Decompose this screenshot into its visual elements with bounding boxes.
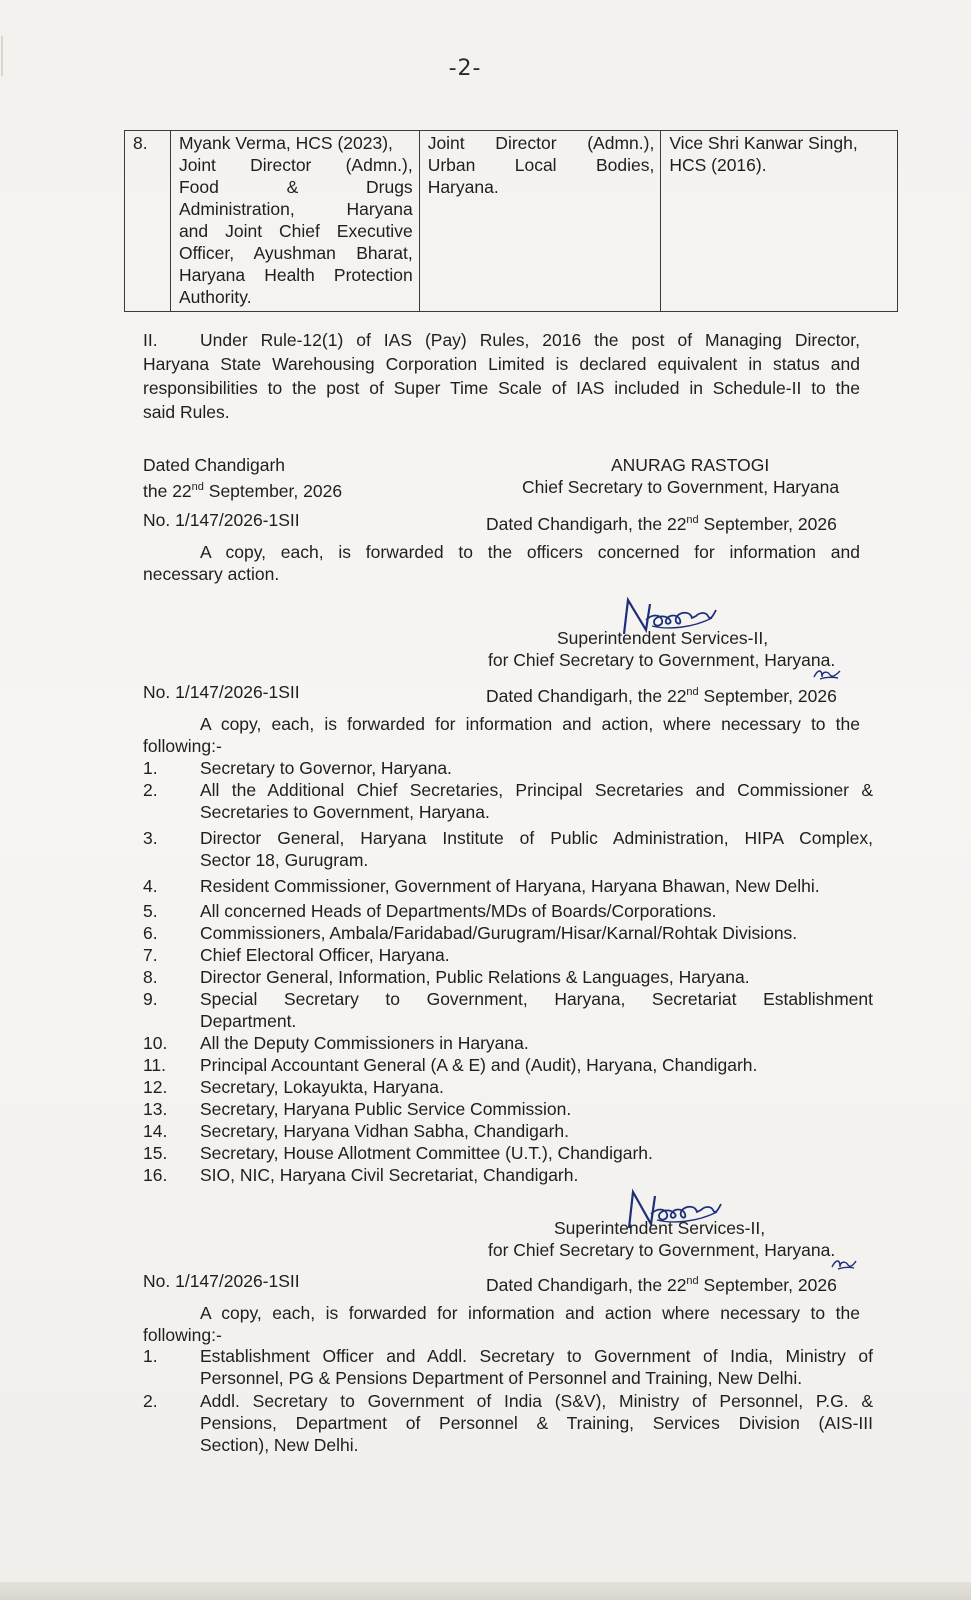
para-ii-label: II. xyxy=(143,330,158,350)
posting-cell xyxy=(419,131,661,312)
initials-mark xyxy=(812,667,842,681)
page-bottom-edge xyxy=(0,1582,971,1600)
signature-for: for Chief Secretary to Government, Haryana. xyxy=(488,650,836,670)
list-item: 2. All the Additional Chief Secretaries, Principal Secretaries and Commissioner & Secretaries to Government, Haryana. xyxy=(143,780,873,822)
list-item: 2. Addl. Secretary to Government of India (S&V), Ministry of Personnel, P.G. & Pensions, Department of Personnel & Training, Services Division (AIS-III Section), New Delhi. xyxy=(143,1391,873,1455)
cell-line: Joint Director (Admn.), xyxy=(178,155,413,175)
serial-cell: 8. xyxy=(125,131,171,312)
endorsement-text xyxy=(143,541,860,585)
cell-line: Haryana Health Protection xyxy=(178,265,413,285)
recipient-list xyxy=(143,757,873,1186)
list-item: 10. All the Deputy Commissioners in Haryana. xyxy=(143,1033,529,1053)
endorsement-number: No. 1/147/2026-1SII xyxy=(143,1271,300,1291)
para-ii-text xyxy=(143,329,860,423)
cell-line: Food & Drugs xyxy=(178,177,413,197)
para-line: said Rules. xyxy=(143,402,230,422)
dated-date: the 22nd September, 2026 xyxy=(143,480,343,501)
cell-line: Officer, Ayushman Bharat, xyxy=(178,243,413,263)
cell-line: Joint Director (Admn.), xyxy=(427,133,655,153)
endorsement-date: Dated Chandigarh, the 22nd September, 2026 xyxy=(486,1274,837,1295)
para-line: responsibilities to the post of Super Time Scale of IAS included in Schedule-II to the xyxy=(143,378,860,398)
para-line: Haryana State Warehousing Corporation Limited is declared equivalent in status and xyxy=(143,354,860,374)
cell-line: Haryana. xyxy=(427,177,499,197)
para-line: necessary action. xyxy=(143,564,280,584)
cell-line: Administration, Haryana xyxy=(178,199,413,219)
list-item: 13. Secretary, Haryana Public Service Commission. xyxy=(143,1099,572,1119)
list-item: 3. Director General, Haryana Institute of Public Administration, HIPA Complex, Sector 18, Gurugram. xyxy=(143,828,873,870)
cell-line: Authority. xyxy=(178,287,252,307)
para-line: A copy, each, is forwarded for information and action, where necessary to the xyxy=(200,714,860,734)
list-item: 6. Commissioners, Ambala/Faridabad/Gurugram/Hisar/Karnal/Rohtak Divisions. xyxy=(143,923,798,943)
posting-table xyxy=(124,130,898,312)
list-item: 1. Secretary to Governor, Haryana. xyxy=(143,758,452,778)
cell-line: Urban Local Bodies, xyxy=(427,155,655,175)
signatory-title: Chief Secretary to Government, Haryana xyxy=(522,477,840,497)
dated-place: Dated Chandigarh xyxy=(143,455,286,475)
para-line: Under Rule-12(1) of IAS (Pay) Rules, 2016 the post of Managing Director, xyxy=(200,330,860,350)
signature-title: Superintendent Services-II, xyxy=(557,628,769,648)
para-line: A copy, each, is forwarded to the officers concerned for information and xyxy=(200,542,860,562)
signature-for: for Chief Secretary to Government, Haryana. xyxy=(488,1240,836,1260)
list-item: 9. Special Secretary to Government, Haryana, Secretariat Establishment Department. xyxy=(143,989,873,1031)
list-item: 4. Resident Commissioner, Government of Haryana, Haryana Bhawan, New Delhi. xyxy=(143,876,820,896)
page-number: -2- xyxy=(448,56,482,81)
endorsement-date: Dated Chandigarh, the 22nd September, 2026 xyxy=(486,513,837,534)
cell-line: Myank Verma, HCS (2023), xyxy=(178,133,393,153)
list-item: 5. All concerned Heads of Departments/MDs of Boards/Corporations. xyxy=(143,901,717,921)
list-item: 11. Principal Accountant General (A & E) and (Audit), Haryana, Chandigarh. xyxy=(143,1055,758,1075)
list-item: 14. Secretary, Haryana Vidhan Sabha, Chandigarh. xyxy=(143,1121,570,1141)
initials-mark xyxy=(830,1257,858,1271)
endorsement-text xyxy=(143,1302,860,1346)
officer-cell xyxy=(170,131,419,312)
list-item: 1. Establishment Officer and Addl. Secretary to Government of India, Ministry of Personnel, PG & Pensions Department of Personnel and Training, New Delhi. xyxy=(143,1346,873,1388)
para-line: A copy, each, is forwarded for information and action where necessary to the xyxy=(200,1303,860,1323)
list-item: 7. Chief Electoral Officer, Haryana. xyxy=(143,945,450,965)
vice-cell xyxy=(661,131,898,312)
endorsement-text xyxy=(143,713,860,757)
list-item: 8. Director General, Information, Public Relations & Languages, Haryana. xyxy=(143,967,750,987)
signature-title: Superintendent Services-II, xyxy=(554,1218,766,1238)
page-edge-mark xyxy=(1,36,3,76)
para-line: following:- xyxy=(143,736,222,756)
endorsement-date: Dated Chandigarh, the 22nd September, 2026 xyxy=(486,685,837,706)
list-item: 16. SIO, NIC, Haryana Civil Secretariat, Chandigarh. xyxy=(143,1165,579,1185)
table-row xyxy=(125,131,898,312)
endorsement-number: No. 1/147/2026-1SII xyxy=(143,510,300,530)
para-line: following:- xyxy=(143,1325,222,1345)
recipient-list xyxy=(143,1345,873,1456)
list-item: 12. Secretary, Lokayukta, Haryana. xyxy=(143,1077,444,1097)
cell-line: and Joint Chief Executive xyxy=(178,221,413,241)
list-item: 15. Secretary, House Allotment Committee (U.T.), Chandigarh. xyxy=(143,1143,653,1163)
endorsement-number: No. 1/147/2026-1SII xyxy=(143,682,300,702)
signatory-name: ANURAG RASTOGI xyxy=(611,455,770,475)
cell-line: HCS (2016). xyxy=(669,155,767,175)
cell-line: Vice Shri Kanwar Singh, xyxy=(669,133,858,153)
